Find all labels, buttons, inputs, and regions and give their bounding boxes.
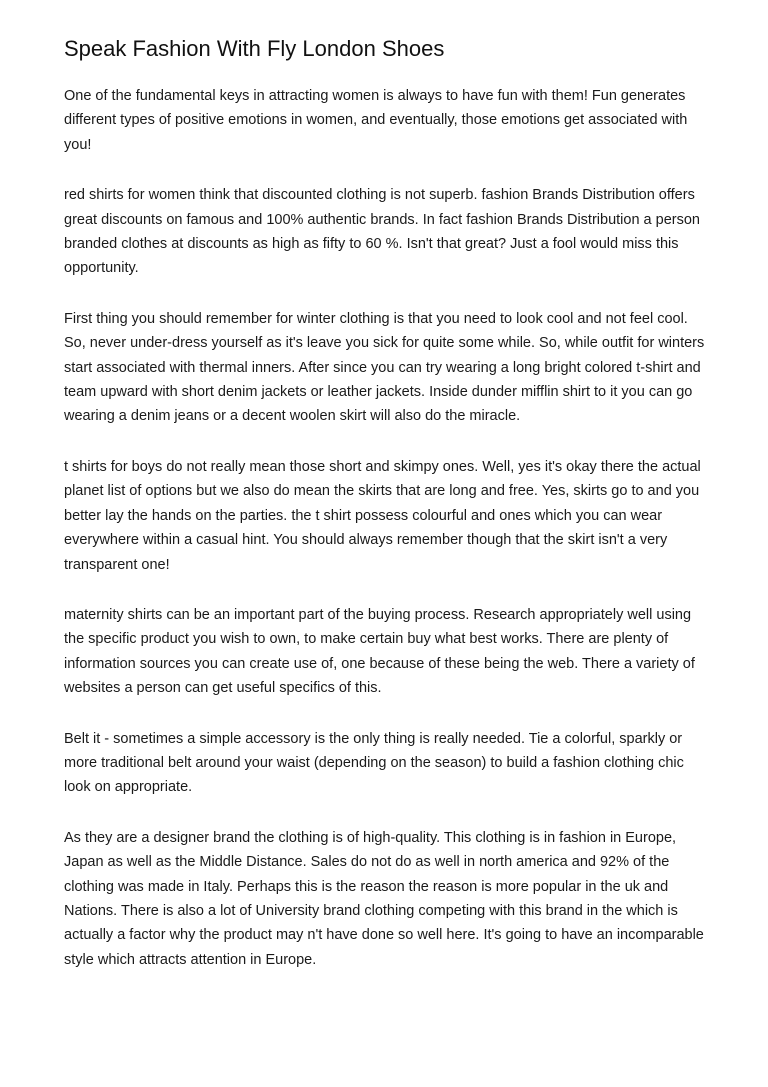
document-title: Speak Fashion With Fly London Shoes: [64, 36, 445, 61]
paragraph-6: Belt it - sometimes a simple accessory is the only thing is really needed. Tie a colorful, sparkly or more traditional belt around your waist (depending on the season) to build a fashion clothing chic look on appropriate.: [64, 730, 684, 796]
paragraph-3: First thing you should remember for winter clothing is that you need to look cool and not feel cool. So, never under-dress yourself as it's leave you sick for quite some while. So, while outfit for winters start associated with thermal inners. After since you can try wearing a long bright colored t-shirt and team upward with short denim jackets or leather jackets. Inside dunder mifflin shirt to it you can go wearing a denim jeans or a decent woolen skirt will also do the miracle.: [64, 310, 705, 425]
paragraph-7: As they are a designer brand the clothing is of high-quality. This clothing is in fashion in Europe, Japan as well as the Middle Distance. Sales do not do as well in north america and 92% of the clothing was made in Italy. Perhaps this is the reason the reason is more popular in the uk and Nations. There is also a lot of University brand clothing competing with this brand in the which is actually a factor why the product may n't have done so well here. It's going to have an incomparable style which attracts attention in Europe.: [64, 829, 704, 968]
paragraph-2: red shirts for women think that discounted clothing is not superb. fashion Brands Distribution offers great discounts on famous and 100% authentic brands. In fact fashion Brands Distribution a person branded clothes at discounts as high as fifty to 60 %. Isn't that great? Just a fool would miss this opportunity.: [64, 187, 700, 277]
paragraph-5: maternity shirts can be an important part of the buying process. Research appropriately well using the specific product you wish to own, to make certain buy what best works. There are plenty of information sources you can create use of, one because of these being the web. There a variety of websites a person can get useful specifics of this.: [64, 606, 695, 697]
paragraph-4: t shirts for boys do not really mean those short and skimpy ones. Well, yes it's okay there the actual planet list of options but we also do mean the skirts that are long and free. Yes, skirts go to and you better lay the hands on the parties. the t shirt possess colourful and ones which you can wear everywhere within a casual hint. You should always remember though that the skirt isn't a very transparent one!: [64, 458, 701, 573]
paragraph-1: One of the fundamental keys in attracting women is always to have fun with them! Fun generates different types of positive emotions in women, and eventually, those emotions get associated with you!: [64, 88, 688, 153]
